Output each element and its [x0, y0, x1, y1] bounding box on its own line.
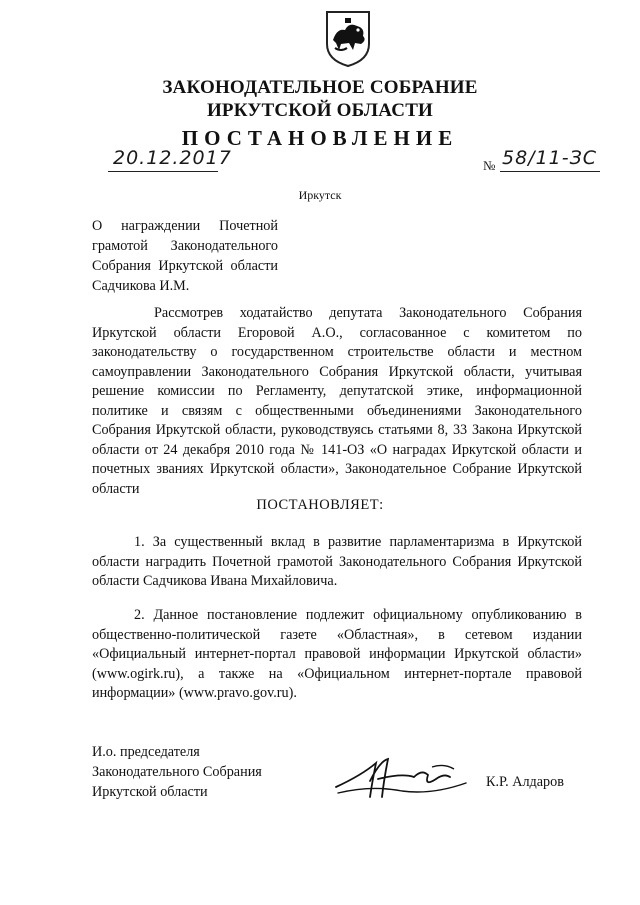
signatory-title-line1: И.о. председателя	[92, 744, 200, 760]
handwritten-signature	[332, 753, 472, 805]
coat-of-arms-icon	[325, 10, 371, 68]
document-date: 20.12.2017	[113, 147, 232, 169]
organization-name-line1: ЗАКОНОДАТЕЛЬНОЕ СОБРАНИЕ	[162, 77, 478, 98]
organization-name-line2: ИРКУТСКОЙ ОБЛАСТИ	[206, 100, 434, 121]
resolves-heading: ПОСТАНОВЛЯЕТ:	[256, 497, 384, 513]
number-underline	[500, 171, 600, 172]
item-2: 2. Данное постановление подлежит официальному опубликованию в общественно-политической газете «Областная», в сетевом издании «Официальный интернет-портал правовой информации Иркутской области» (www.ogirk.ru), а также на «Официальном интернет-портале правовой информации» (www.pravo.gov.ru).	[92, 607, 582, 701]
preamble-paragraph: Рассмотрев ходатайство депутата Законодательного Собрания Иркутской области Егоровой А.О., согласованное с комитетом по законодательству о государственном строительстве области и местном самоуправлении Законодательного Собрания Иркутской области, учитывая решение комиссии по Регламенту, депутатской этике, информационной политике и связям с общественными объединениями Законодательного Собрания Иркутской области, руководствуясь статьями 8, 33 Закона Иркутской области от 24 декабря 2010 года № 141-ОЗ «О наградах Иркутской области и почетных званиях Иркутской области», Законодательное Собрание Иркутской области	[92, 305, 582, 497]
document-number: 58/11-ЗС	[502, 147, 598, 169]
document-subject: О награждении Почетной грамотой Законодательного Собрания Иркутской области Садчикова И.М.	[92, 218, 278, 294]
signatory-title	[92, 742, 262, 802]
signatory-name: К.Р. Алдаров	[486, 774, 564, 790]
number-sign: №	[483, 158, 496, 173]
document-type: ПОСТАНОВЛЕНИЕ	[181, 126, 459, 150]
signatory-title-line3: Иркутской области	[92, 784, 208, 800]
city-name: Иркутск	[298, 188, 342, 202]
signatory-title-line2: Законодательного Собрания	[92, 764, 262, 780]
date-underline	[108, 171, 218, 172]
item-1: 1. За существенный вклад в развитие парламентаризма в Иркутской области наградить Почетной грамотой Законодательного Собрания Иркутской области Садчикова Ивана Михайловича.	[92, 534, 582, 589]
